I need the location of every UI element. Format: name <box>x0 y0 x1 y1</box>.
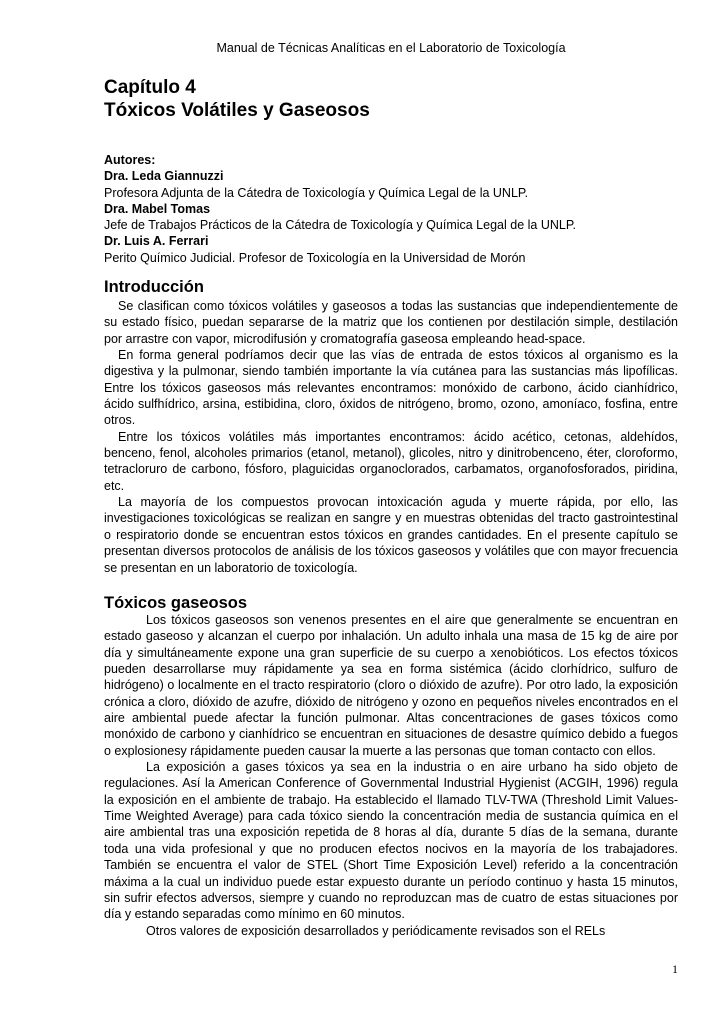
chapter-number: Capítulo 4 <box>104 77 196 98</box>
paragraph: Entre los tóxicos volátiles más importantes encontramos: ácido acético, cetonas, aldehídos, benceno, fenol, alcoholes primarios (etanol, metanol), glicoles, nitro y dinitrobenceno, éter, cloroformo, tetracloruro de carbono, fósforo, plaguicidas organoclorados, carbamatos, organofosforados, piridina, etc. <box>104 429 678 493</box>
authors-block <box>104 152 678 266</box>
section-title-toxicos-gaseosos: Tóxicos gaseosos <box>104 594 248 612</box>
author-role: Jefe de Trabajos Prácticos de la Cátedra de Toxicología y Química Legal de la UNLP. <box>104 218 577 233</box>
author-name: Dra. Leda Giannuzzi <box>104 169 224 184</box>
paragraph: Otros valores de exposición desarrollados y periódicamente revisados son el RELs <box>146 923 606 938</box>
chapter-title: Tóxicos Volátiles y Gaseosos <box>104 100 370 121</box>
authors-label: Autores: <box>104 153 156 167</box>
running-header: Manual de Técnicas Analíticas en el Laboratorio de Toxicología <box>216 41 566 55</box>
paragraph: La exposición a gases tóxicos ya sea en la industria o en aire urbano ha sido objeto de regulaciones. Así la American Conference of Governmental Industrial Hygienist (ACGIH, 1996) regula la exposición en el ambiente de trabajo. Ha establecido el llamado TLV-TWA (Threshold Limit Values-Time Weighted Average) para cada tóxico siendo la concentración media de sustancia química en el aire ambiental tras una exposición repetida de 8 horas al día, durante 5 días de la semana, durante toda una vida profesional y que no producen efectos nocivos en la mayoría de los trabajadores. También se encuentra el valor de STEL (Short Time Exposición Level) referido a la concentración máxima a la cual un individuo puede estar expuesto durante un período continuo y hasta 15 minutos, sin sufrir efectos adversos, siempre y cuando no reproduzcan mas de cuatro de estas situaciones por día y estando separadas como mínimo en 60 minutos. <box>104 760 678 922</box>
paragraph: Se clasifican como tóxicos volátiles y gaseosos a todas las sustancias que independientemente de su estado físico, puedan separarse de la matriz que los contienen por destilación simple, destilación por arrastre con vapor, microdifusión y cromatografía gaseosa empleando head-space. <box>104 299 678 346</box>
page-number: 1 <box>672 962 678 976</box>
paragraph: La mayoría de los compuestos provocan intoxicación aguda y muerte rápida, por ello, las investigaciones toxicológicas se realizan en sangre y en muestras obtenidas del tracto gastrointestinal o respiratorio donde se encuentran estos tóxicos en grandes cantidades. En el presente capítulo se presentan diversos protocolos de análisis de los tóxicos gaseosos y volátiles que con mayor frecuencia se presentan en un laboratorio de toxicología. <box>104 495 678 575</box>
paragraph: Los tóxicos gaseosos son venenos presentes en el aire que generalmente se encuentran en estado gaseoso y alcanzan el cuerpo por inhalación. Un adulto inhala una masa de 15 kg de aire por día y simultáneamente expone una gran superficie de su cuerpo a xenobióticos. Los efectos tóxicos pueden desarrollarse muy rápidamente ya sea en forma sistémica (ácido clorhídrico, sulfuro de hidrógeno) o localmente en el tracto respiratorio (cloro o dióxido de azufre). Por otro lado, la exposición crónica a cloro, dióxido de azufre, dióxido de nitrógeno y ozono en pequeños niveles encontrados en el aire ambiental puede afectar la función pulmonar. Altas concentraciones de gases tóxicos como monóxido de carbono y cianhídrico se encuentran en situaciones de desastre químico debido a fuegos o explosionesy rápidamente pueden causar la muerte a las personas que toman contacto con ellos. <box>104 613 678 758</box>
author-name: Dra. Mabel Tomas <box>104 201 211 216</box>
paragraph: En forma general podríamos decir que las vías de entrada de estos tóxicos al organismo es la digestiva y la pulmonar, siendo también importante la vía cutánea para las sustancias más lipofílicas. Entre los tóxicos gaseosos más relevantes encontramos: monóxido de carbono, ácido cianhídrico, ácido sulfhídrico, arsina, estibidina, cloro, óxidos de nitrógeno, bromo, ozono, amoníaco, fosfina, entre otros. <box>104 348 678 428</box>
section-body-introduccion <box>104 298 678 576</box>
author-name: Dr. Luis A. Ferrari <box>104 234 209 249</box>
author-role: Perito Químico Judicial. Profesor de Toxicología en la Universidad de Morón <box>104 250 526 265</box>
chapter-heading <box>104 76 678 122</box>
section-title-introduccion: Introducción <box>104 278 204 296</box>
author-role: Profesora Adjunta de la Cátedra de Toxicología y Química Legal de la UNLP. <box>104 185 529 200</box>
section-body-toxicos-gaseosos <box>104 612 678 939</box>
